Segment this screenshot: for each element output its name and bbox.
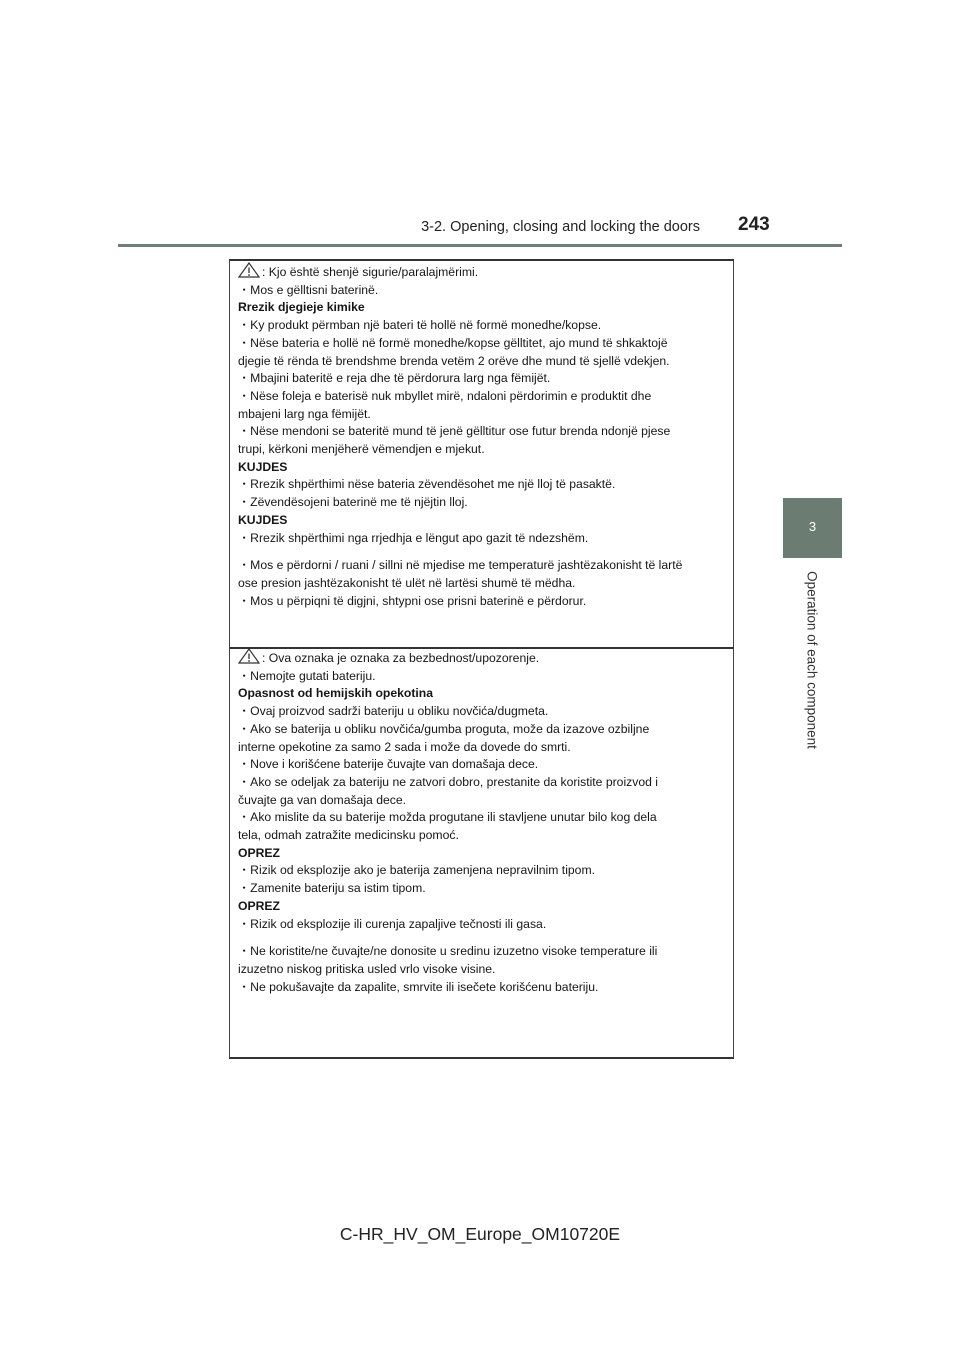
albanian-line: ・Mbajini bateritë e reja dhe të përdorura larg nga fëmijët. <box>238 371 551 386</box>
serbian-line: ・Ne pokušavajte da zapalite, smrvite ili isečete korišćenu bateriju. <box>238 979 599 994</box>
albanian-line: ・Mos e gëlltisni baterinë. <box>238 282 379 297</box>
serbian-line: OPREZ <box>238 898 280 913</box>
spacer <box>238 547 718 557</box>
albanian-line: ・Nëse mendoni se bateritë mund të jenë gëlltitur ose futur brenda ndonjë pjese <box>238 424 671 439</box>
albanian-heading-line <box>238 262 718 282</box>
chapter-number: 3 <box>808 519 817 534</box>
serbian-line: čuvajte ga van domašaja dece. <box>238 792 407 807</box>
page-number: 243 <box>738 214 770 235</box>
serbian-line: ・Nove i korišćene baterije čuvajte van domašaja dece. <box>238 757 539 772</box>
warning-triangle-icon <box>238 648 260 664</box>
albanian-line: ose presion jashtëzakonisht të ulët në lartësi shumë të mëdha. <box>238 575 576 590</box>
albanian-line: mbajeni larg nga fëmijët. <box>238 406 371 421</box>
serbian-line: OPREZ <box>238 845 280 860</box>
albanian-line: ・Rrezik shpërthimi nëse bateria zëvendësohet me një lloj të pasaktë. <box>238 477 616 492</box>
serbian-line: : Ova oznaka je oznaka za bezbednost/upozorenje. <box>262 651 540 665</box>
serbian-line: ・Ako se odeljak za bateriju ne zatvori dobro, prestanite da koristite proizvod i <box>238 774 659 789</box>
albanian-line: djegie të rënda të brendshme brenda vetëm 2 orëve dhe mund të sjellë vdekjen. <box>238 353 670 368</box>
header-divider <box>118 244 842 247</box>
section-title: 3-2. Opening, closing and locking the doors <box>421 219 700 235</box>
albanian-line: KUJDES <box>238 512 288 527</box>
albanian-line: ・Zëvendësojeni baterinë me të njëjtin lloj. <box>238 495 468 510</box>
albanian-line: ・Mos e përdorni / ruani / sillni në mjedise me temperaturë jashtëzakonisht të lartë <box>238 558 683 573</box>
albanian-warning-text <box>238 262 718 610</box>
serbian-line: izuzetno niskog pritiska usled vrlo visoke visine. <box>238 961 496 976</box>
serbian-line: tela, odmah zatražite medicinsku pomoć. <box>238 828 459 843</box>
albanian-line: Rrezik djegieje kimike <box>238 300 365 315</box>
serbian-line: Opasnost od hemijskih opekotina <box>238 686 434 701</box>
spacer <box>238 933 718 943</box>
serbian-warning-text <box>238 648 718 996</box>
albanian-line: : Kjo është shenjë sigurie/paralajmërimi. <box>262 265 479 279</box>
serbian-line: ・Ovaj proizvod sadrži bateriju u obliku novčića/dugmeta. <box>238 704 549 719</box>
albanian-line: ・Ky produkt përmban një bateri të hollë në formë monedhe/kopse. <box>238 318 602 333</box>
serbian-line: ・Rizik od eksplozije ako je baterija zamenjena nepravilnim tipom. <box>238 863 595 878</box>
serbian-line: ・Nemojte gutati bateriju. <box>238 668 376 683</box>
albanian-line: ・Nëse bateria e hollë në formë monedhe/kopse gëlltitet, ajo mund të shkaktojë <box>238 335 668 350</box>
albanian-line: ・Nëse foleja e baterisë nuk mbyllet mirë, ndaloni përdorimin e produktit dhe <box>238 388 652 403</box>
serbian-heading-line <box>238 648 718 668</box>
serbian-line: ・Ako mislite da su baterije možda progutane ili stavljene unutar bilo kog dela <box>238 810 657 825</box>
serbian-line: interne opekotine za samo 2 sada i može da dovede do smrti. <box>238 739 571 754</box>
document-code: C-HR_HV_OM_Europe_OM10720E <box>339 1224 621 1244</box>
warning-triangle-icon <box>238 262 260 278</box>
chapter-title: Operation of each component <box>804 571 820 749</box>
serbian-line: ・Zamenite bateriju sa istim tipom. <box>238 881 426 896</box>
serbian-line: ・Ne koristite/ne čuvajte/ne donosite u sredinu izuzetno visoke temperature ili <box>238 944 658 959</box>
albanian-line: trupi, kërkoni menjëherë vëmendjen e mjekut. <box>238 442 485 457</box>
albanian-line: ・Mos u përpiqni të digjni, shtypni ose prisni baterinë e përdorur. <box>238 593 587 608</box>
albanian-line: KUJDES <box>238 459 288 474</box>
albanian-line: ・Rrezik shpërthimi nga rrjedhja e lëngut apo gazit të ndezshëm. <box>238 530 589 545</box>
serbian-line: ・Ako se baterija u obliku novčića/gumba proguta, može da izazove ozbiljne <box>238 721 650 736</box>
serbian-line: ・Rizik od eksplozije ili curenja zapaljive tečnosti ili gasa. <box>238 916 547 931</box>
